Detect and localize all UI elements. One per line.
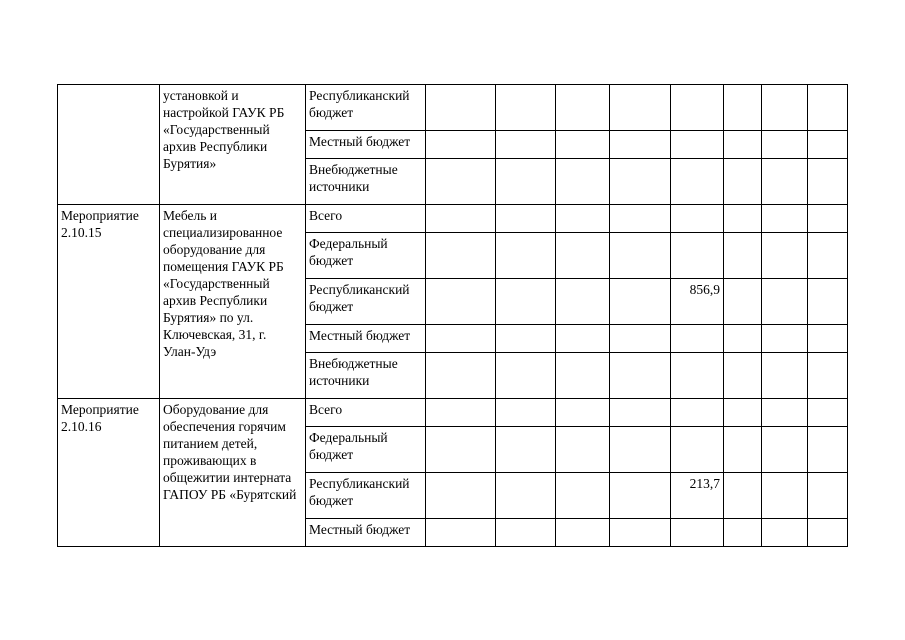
table-row (58, 205, 848, 233)
amount-cell (671, 205, 724, 233)
amount-cell (671, 233, 724, 279)
funding-source-cell: Республиканский бюджет (306, 473, 426, 519)
activity-name-cell: Мебель и специализированное оборудование для помещения ГАУК РБ «Государственный архив Республики Бурятия» по ул. Ключевская, 31, г. Улан-Удэ (160, 205, 306, 399)
funding-source-cell: Внебюджетные источники (306, 353, 426, 399)
funding-source-cell: Местный бюджет (306, 131, 426, 159)
funding-source-cell: Внебюджетные источники (306, 159, 426, 205)
funding-source-cell: Республиканский бюджет (306, 85, 426, 131)
amount-cell: 213,7 (671, 473, 724, 519)
amount-cell (671, 519, 724, 547)
funding-source-cell: Всего (306, 399, 426, 427)
amount-cell (671, 325, 724, 353)
amount-cell (671, 399, 724, 427)
budget-table (57, 84, 848, 547)
activity-code-cell: Мероприятие 2.10.15 (58, 205, 160, 399)
amount-cell (671, 427, 724, 473)
activity-code-cell: Мероприятие 2.10.16 (58, 399, 160, 547)
funding-source-cell: Республиканский бюджет (306, 279, 426, 325)
amount-cell (671, 353, 724, 399)
amount-cell: 856,9 (671, 279, 724, 325)
activity-code-cell (58, 85, 160, 205)
table-row (58, 85, 848, 131)
amount-cell (671, 131, 724, 159)
funding-source-cell: Федеральный бюджет (306, 427, 426, 473)
activity-name-cell: установкой и настройкой ГАУК РБ «Государственный архив Республики Бурятия» (160, 85, 306, 205)
table-row (58, 399, 848, 427)
amount-cell (671, 159, 724, 205)
funding-source-cell: Местный бюджет (306, 325, 426, 353)
funding-source-cell: Всего (306, 205, 426, 233)
amount-cell (671, 85, 724, 131)
funding-source-cell: Федеральный бюджет (306, 233, 426, 279)
funding-source-cell: Местный бюджет (306, 519, 426, 547)
activity-name-cell: Оборудование для обеспечения горячим питанием детей, проживающих в общежитии интерната ГАПОУ РБ «Бурятский (160, 399, 306, 547)
